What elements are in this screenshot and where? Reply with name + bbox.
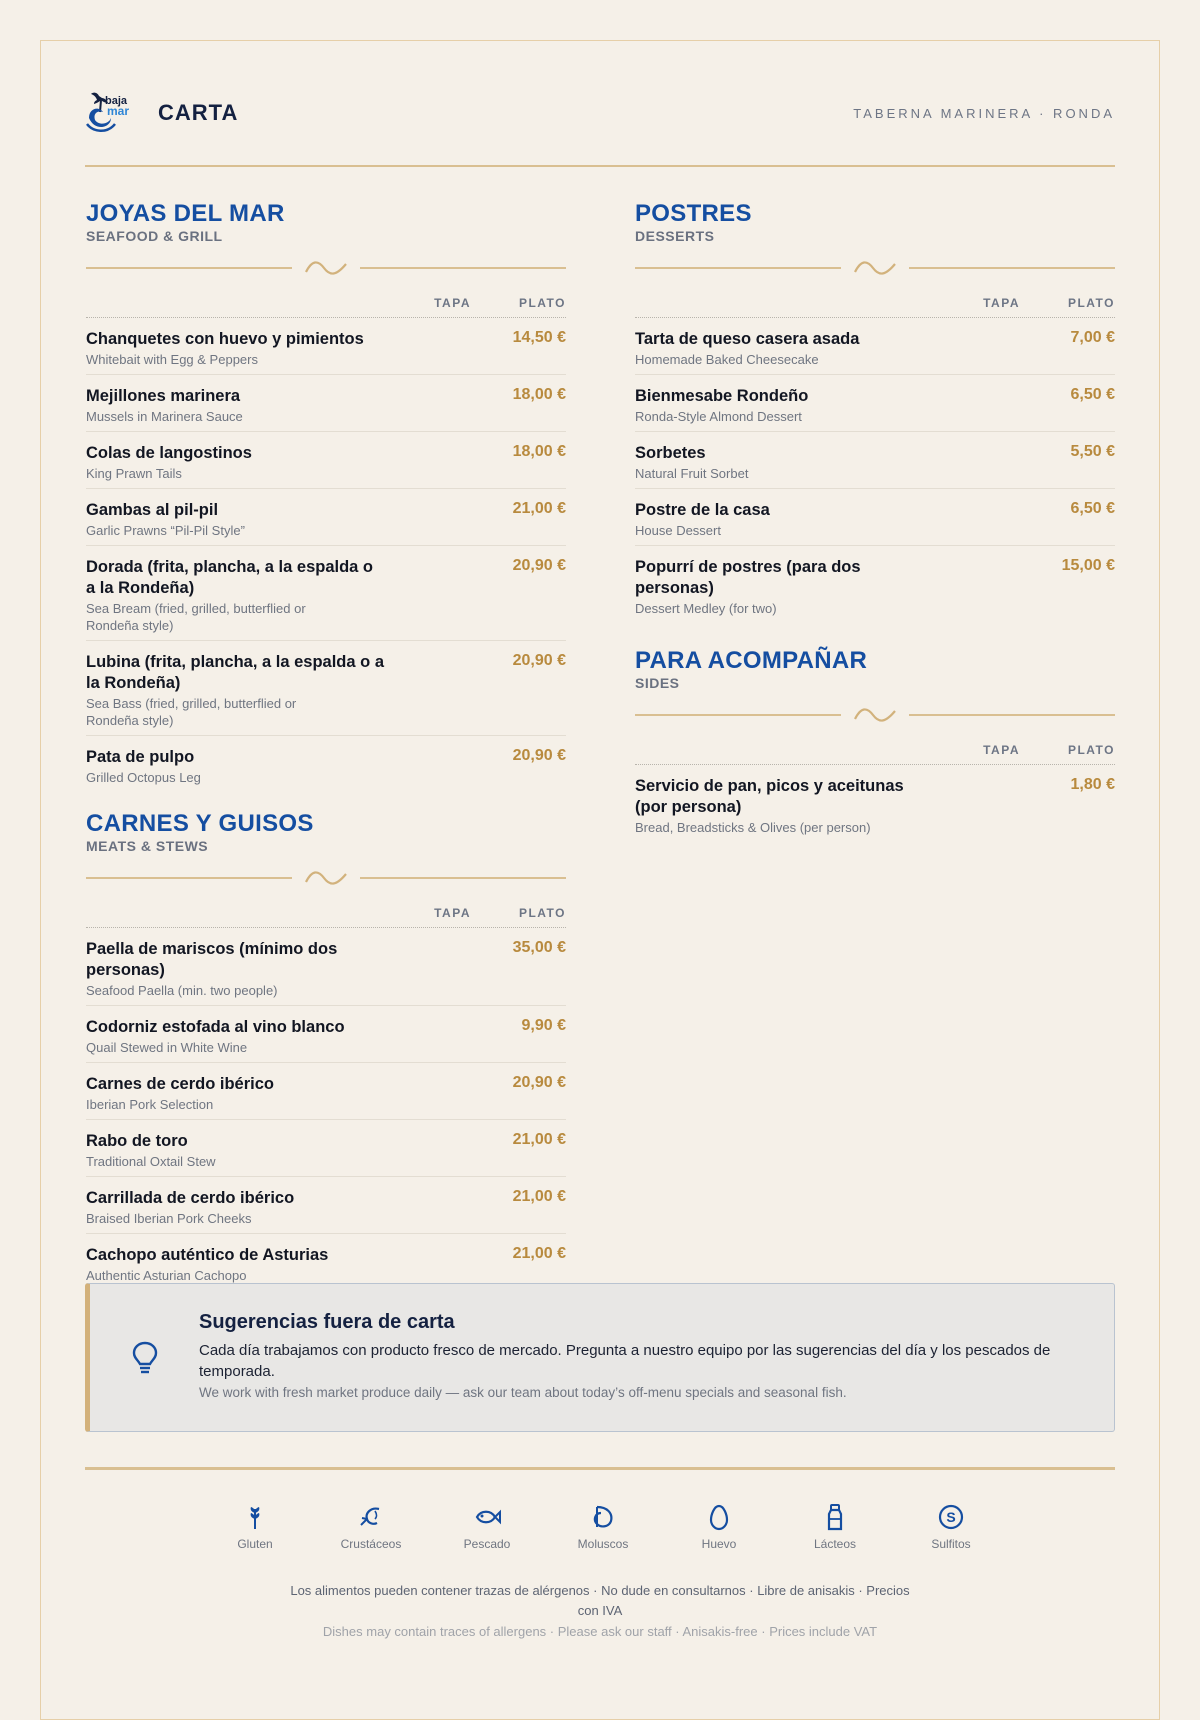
menu-item bbox=[86, 432, 566, 489]
plato-header: PLATO bbox=[518, 296, 566, 310]
dish-name: Sorbetes bbox=[635, 444, 706, 462]
wave-icon bbox=[853, 258, 897, 278]
wave-icon bbox=[304, 258, 348, 278]
dish-translation: King Prawn Tails bbox=[86, 466, 182, 481]
dish-price: 18,00 € bbox=[512, 386, 566, 403]
allergen-crustaceos bbox=[326, 1503, 416, 1551]
price-column-headers bbox=[635, 290, 1115, 318]
dish-translation: Sea Bass (fried, grilled, butterflied or Rondeña style) bbox=[86, 696, 297, 728]
menu-item bbox=[635, 765, 1115, 842]
dish-name: Popurrí de postres (para dos personas) bbox=[635, 558, 861, 597]
dish-name: Codorniz estofada al vino blanco bbox=[86, 1018, 345, 1036]
dish-translation: Bread, Breadsticks & Olives (per person) bbox=[635, 820, 871, 835]
menu-item bbox=[86, 318, 566, 375]
dish-name: Dorada (frita, plancha, a la espalda o a la Rondeña) bbox=[86, 558, 374, 597]
dish-price: 35,00 € bbox=[512, 939, 566, 956]
wave-icon bbox=[304, 868, 348, 888]
svg-text:mar: mar bbox=[107, 104, 130, 118]
section-carnes-y-guisos bbox=[86, 810, 566, 1290]
suggestions-title: Sugerencias fuera de carta bbox=[199, 1311, 455, 1333]
menu-item bbox=[86, 546, 566, 641]
dish-name: Rabo de toro bbox=[86, 1132, 188, 1150]
menu-item bbox=[635, 546, 1115, 623]
dish-name: Carnes de cerdo ibérico bbox=[86, 1075, 274, 1093]
fish-icon bbox=[473, 1503, 501, 1531]
section-title: CARNES Y GUISOS bbox=[86, 810, 314, 837]
allergen-label: Crustáceos bbox=[340, 1537, 402, 1551]
dish-name: Tarta de queso casera asada bbox=[635, 330, 860, 348]
tapa-header: TAPA bbox=[983, 743, 1020, 757]
dish-translation: Sea Bream (fried, grilled, butterflied or Rondeña style) bbox=[86, 601, 306, 633]
dish-translation: House Dessert bbox=[635, 523, 721, 538]
section-divider bbox=[86, 254, 566, 284]
dish-name: Colas de langostinos bbox=[86, 444, 252, 462]
dish-translation: Seafood Paella (min. two people) bbox=[86, 983, 278, 998]
dish-translation: Quail Stewed in White Wine bbox=[86, 1040, 248, 1055]
restaurant-tagline: TABERNA MARINERA · RONDA bbox=[853, 106, 1115, 121]
dish-translation: Braised Iberian Pork Cheeks bbox=[86, 1211, 252, 1226]
dish-name: Lubina (frita, plancha, a la espalda o a la Rondeña) bbox=[86, 653, 384, 692]
shrimp-icon bbox=[357, 1503, 385, 1531]
menu-item-list bbox=[635, 318, 1115, 623]
dish-name: Pata de pulpo bbox=[86, 748, 195, 766]
menu-item bbox=[635, 432, 1115, 489]
plato-header: PLATO bbox=[1067, 296, 1115, 310]
menu-item bbox=[86, 928, 566, 1006]
dish-price: 21,00 € bbox=[512, 1188, 566, 1205]
allergen-note-es: Los alimentos pueden contener trazas de alérgenos · No dude en consultarnos · Libre de anisakis · Precios con IVA bbox=[290, 1583, 910, 1618]
dish-price: 5,50 € bbox=[1070, 443, 1115, 460]
section-divider bbox=[86, 864, 566, 894]
shell-icon bbox=[589, 1503, 617, 1531]
dish-translation: Ronda-Style Almond Dessert bbox=[635, 409, 802, 424]
menu-item bbox=[86, 1120, 566, 1177]
dish-name: Mejillones marinera bbox=[86, 387, 241, 405]
dish-translation: Mussels in Marinera Sauce bbox=[86, 409, 243, 424]
allergen-pescado bbox=[442, 1503, 532, 1551]
allergen-label: Sulfitos bbox=[931, 1537, 971, 1551]
menu-item bbox=[86, 489, 566, 546]
sulfites-icon bbox=[937, 1503, 965, 1531]
dish-translation: Iberian Pork Selection bbox=[86, 1097, 214, 1112]
dish-price: 15,00 € bbox=[1061, 557, 1115, 574]
section-title: JOYAS DEL MAR bbox=[86, 200, 285, 227]
dish-price: 21,00 € bbox=[512, 1245, 566, 1262]
dish-price: 7,00 € bbox=[1070, 329, 1115, 346]
menu-item bbox=[86, 375, 566, 432]
dish-translation: Natural Fruit Sorbet bbox=[635, 466, 749, 481]
dish-price: 18,00 € bbox=[512, 443, 566, 460]
price-column-headers bbox=[635, 737, 1115, 765]
header-divider bbox=[85, 165, 1115, 167]
dish-price: 6,50 € bbox=[1070, 386, 1115, 403]
menu-item bbox=[635, 318, 1115, 375]
menu-item bbox=[635, 375, 1115, 432]
section-subtitle: MEATS & STEWS bbox=[86, 838, 209, 854]
restaurant-logo bbox=[85, 90, 143, 138]
wave-icon bbox=[853, 705, 897, 725]
price-column-headers bbox=[86, 900, 566, 928]
svg-text:S: S bbox=[946, 1509, 956, 1525]
dish-name: Chanquetes con huevo y pimientos bbox=[86, 330, 364, 348]
dish-name: Cachopo auténtico de Asturias bbox=[86, 1246, 329, 1264]
section-subtitle: DESSERTS bbox=[635, 228, 715, 244]
dish-price: 20,90 € bbox=[512, 1074, 566, 1091]
tapa-header: TAPA bbox=[983, 296, 1020, 310]
allergen-gluten bbox=[210, 1503, 300, 1551]
header bbox=[85, 90, 1115, 156]
suggestions-text-es: Cada día trabajamos con producto fresco de mercado. Pregunta a nuestro equipo por las sugerencias del día y los pescados de temporada. bbox=[199, 1342, 1051, 1380]
menu-item-list bbox=[635, 765, 1115, 842]
menu-item bbox=[86, 1234, 566, 1290]
price-column-headers bbox=[86, 290, 566, 318]
section-title: PARA ACOMPAÑAR bbox=[635, 647, 868, 674]
milk-bottle-icon bbox=[821, 1503, 849, 1531]
allergen-label: Lácteos bbox=[813, 1537, 857, 1551]
svg-text:baja: baja bbox=[105, 95, 128, 107]
menu-item bbox=[635, 489, 1115, 546]
dish-price: 6,50 € bbox=[1070, 500, 1115, 517]
egg-icon bbox=[705, 1503, 733, 1531]
dish-price: 21,00 € bbox=[512, 1131, 566, 1148]
dish-translation: Garlic Prawns “Pil-Pil Style” bbox=[86, 523, 245, 538]
section-para-acompanar bbox=[635, 647, 1115, 842]
allergen-label: Pescado bbox=[463, 1537, 511, 1551]
dish-price: 20,90 € bbox=[512, 747, 566, 764]
allergen-label: Moluscos bbox=[577, 1537, 629, 1551]
section-divider bbox=[635, 254, 1115, 284]
dish-name: Servicio de pan, picos y aceitunas (por persona) bbox=[635, 777, 904, 816]
dish-name: Paella de mariscos (mínimo dos personas) bbox=[86, 940, 338, 979]
allergen-note-en: Dishes may contain traces of allergens · Please ask our staff · Anisakis-free · Prices include VAT bbox=[322, 1624, 878, 1639]
suggestions-text-en: We work with fresh market produce daily — ask our team about today’s off-menu specials and seasonal fish. bbox=[199, 1385, 847, 1400]
allergen-moluscos bbox=[558, 1503, 648, 1551]
menu-item-list bbox=[86, 318, 566, 792]
section-title: POSTRES bbox=[635, 200, 752, 227]
dish-price: 21,00 € bbox=[512, 500, 566, 517]
section-subtitle: SEAFOOD & GRILL bbox=[86, 228, 223, 244]
menu-item bbox=[86, 641, 566, 736]
allergen-legend bbox=[210, 1503, 990, 1563]
lightbulb-icon bbox=[130, 1340, 160, 1381]
allergen-lacteos bbox=[790, 1503, 880, 1551]
dish-translation: Traditional Oxtail Stew bbox=[86, 1154, 216, 1169]
dish-price: 20,90 € bbox=[512, 652, 566, 669]
section-postres bbox=[635, 200, 1115, 623]
dish-price: 20,90 € bbox=[512, 557, 566, 574]
section-subtitle: SIDES bbox=[635, 675, 680, 691]
allergen-sulfitos bbox=[906, 1503, 996, 1551]
plato-header: PLATO bbox=[518, 906, 566, 920]
dish-name: Bienmesabe Rondeño bbox=[635, 387, 809, 405]
allergen-label: Huevo bbox=[701, 1537, 737, 1551]
dish-translation: Grilled Octopus Leg bbox=[86, 770, 201, 785]
footer-divider bbox=[85, 1467, 1115, 1470]
suggestions-box bbox=[85, 1283, 1115, 1432]
section-joyas-del-mar bbox=[86, 200, 566, 792]
page-title: CARTA bbox=[158, 100, 239, 125]
dish-price: 1,80 € bbox=[1070, 776, 1115, 793]
plato-header: PLATO bbox=[1067, 743, 1115, 757]
dish-price: 14,50 € bbox=[512, 329, 566, 346]
dish-name: Postre de la casa bbox=[635, 501, 770, 519]
menu-item-list bbox=[86, 928, 566, 1290]
dish-translation: Whitebait with Egg & Peppers bbox=[86, 352, 258, 367]
dish-price: 9,90 € bbox=[521, 1017, 566, 1034]
menu-item bbox=[86, 736, 566, 792]
dish-translation: Homemade Baked Cheesecake bbox=[635, 352, 819, 367]
tapa-header: TAPA bbox=[434, 906, 471, 920]
allergen-label: Gluten bbox=[237, 1537, 273, 1551]
allergen-huevo bbox=[674, 1503, 764, 1551]
menu-item bbox=[86, 1177, 566, 1234]
menu-item bbox=[86, 1063, 566, 1120]
section-divider bbox=[635, 701, 1115, 731]
dish-translation: Dessert Medley (for two) bbox=[635, 601, 777, 616]
tapa-header: TAPA bbox=[434, 296, 471, 310]
dish-name: Gambas al pil-pil bbox=[86, 501, 219, 519]
dish-name: Carrillada de cerdo ibérico bbox=[86, 1189, 295, 1207]
dish-translation: Authentic Asturian Cachopo bbox=[86, 1268, 247, 1283]
wheat-icon bbox=[241, 1503, 269, 1531]
menu-item bbox=[86, 1006, 566, 1063]
